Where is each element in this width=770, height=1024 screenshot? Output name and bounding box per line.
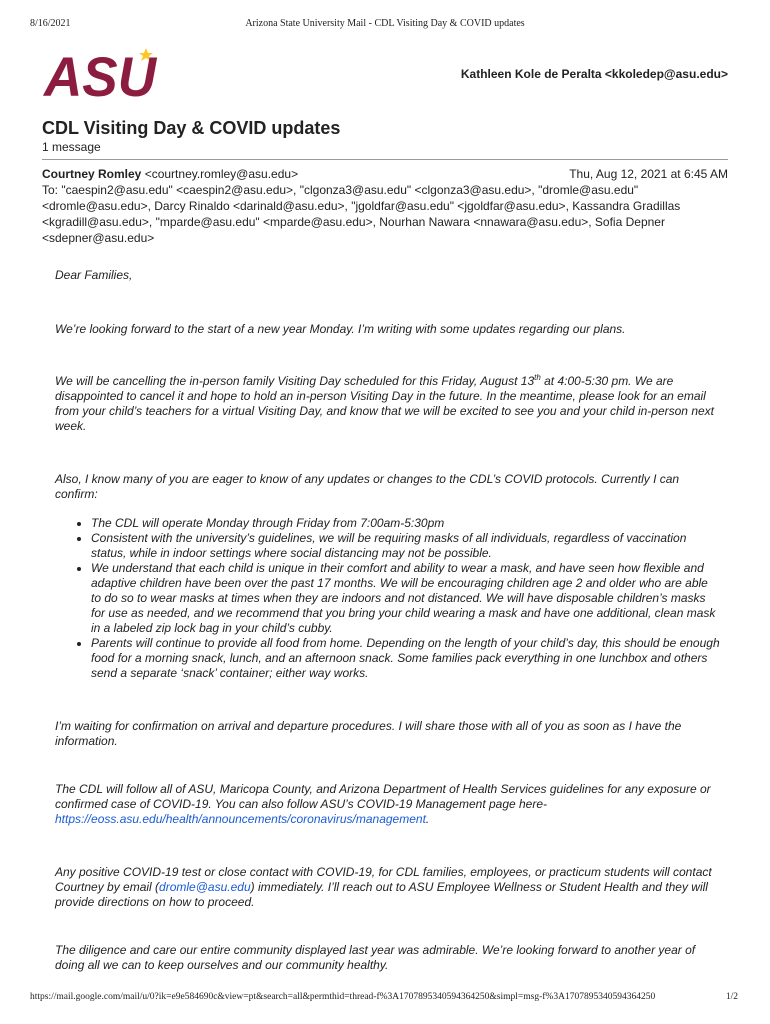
message-header: [42, 166, 728, 246]
page-number: 1/2: [725, 992, 738, 1002]
list-item: • Consistent with the university’s guidelines, we will be requiring masks of all individuals, regardless of vaccination status, while in indoor settings where social distancing may not be possible.: [91, 531, 720, 561]
paragraph-intro: We’re looking forward to the start of a new year Monday. I’m writing with some updates regarding our plans.: [55, 322, 626, 336]
paragraph-closing: The diligence and care our entire community displayed last year was admirable. We’re looking forward to another year of doing all we can to keep ourselves and our community healthy.: [55, 943, 696, 972]
paragraph-positive-test: Any positive COVID-19 test or close contact with COVID-19, for CDL families, employees, or practicum students will contact Courtney by email (dromle@asu.edu) immediately. I’ll reach out to ASU Employee Wellness or Student Health and they will provide directions on how to proceed.: [55, 865, 712, 909]
sent-date: Thu, Aug 12, 2021 at 6:45 AM: [569, 167, 728, 181]
account-email: Kathleen Kole de Peralta <kkoledep@asu.edu>: [460, 67, 728, 81]
paragraph-visiting-day: We will be cancelling the in-person family Visiting Day scheduled for this Friday, August 13th at 4:00-5:30 pm. We are disappointed to cancel it and hope to hold an in-person Visiting Day in the future. In the meantime, please look for an email from your child’s teachers for a virtual Visiting Day, and know that we will be excited to see you and your child in-person next week.: [55, 373, 714, 433]
print-date: 8/16/2021: [30, 18, 71, 29]
protocol-list: [55, 516, 720, 681]
covid-management-link[interactable]: https://eoss.asu.edu/health/announcements/coronavirus/management: [55, 812, 426, 826]
sender-email: <courtney.romley@asu.edu>: [144, 167, 299, 181]
asu-logo: [42, 46, 162, 100]
sender-row: [42, 166, 728, 182]
recipients: To: "caespin2@asu.edu" <caespin2@asu.edu>, "clgonza3@asu.edu" <clgonza3@asu.edu>, "dromle@asu.edu" <dromle@asu.edu>, Darcy Rinaldo <darinald@asu.edu>, "jgoldfar@asu.edu" <jgoldfar@asu.edu>, Kassandra Gradillas <kgradill@asu.edu>, "mparde@asu.edu" <mparde@asu.edu>, Nourhan Nawara <nnawara@asu.edu>, Sofia Depner <sdepner@asu.edu>: [42, 183, 681, 245]
list-item: • Parents will continue to provide all food from home. Depending on the length of your child’s day, this should be enough food for a morning snack, lunch, and an afternoon snack. Some families pack everything in one lunchbox and others send a separate ‘snack’ container; either way works.: [91, 636, 720, 681]
greeting: Dear Families,: [55, 268, 133, 282]
message-body: [55, 268, 720, 973]
list-item: • We understand that each child is unique in their comfort and ability to wear a mask, and have seen how flexible and adaptive children have been over the past 17 months. We will be encouraging children age 2 and older who are able to do so to wear masks at times when they are indoors and not distanced. We will have disposable children’s masks for use as needed, and we recommend that you bring your child wearing a mask and have one additional, clean mask in a labeled zip lock bag in your child’s cubby.: [91, 561, 720, 636]
header-divider: [42, 159, 728, 160]
paragraph-arrival: I’m waiting for confirmation on arrival and departure procedures. I will share those with all of you as soon as I have the information.: [55, 719, 682, 748]
print-url: https://mail.google.com/mail/u/0?ik=e9e584690c&view=pt&search=all&permthid=thread-f%3A1707895340594364250&simpl=msg-f%3A1707895340594364250: [30, 992, 656, 1002]
contact-email-link[interactable]: dromle@asu.edu: [159, 880, 251, 894]
print-title: Arizona State University Mail - CDL Visiting Day & COVID updates: [245, 18, 525, 29]
logo-wordmark: ASU: [42, 46, 158, 100]
paragraph-guidelines: The CDL will follow all of ASU, Maricopa County, and Arizona Department of Health Services guidelines for any exposure or confirmed case of COVID-19. You can also follow ASU’s COVID-19 Management page here- https://eoss.asu.edu/health/announcements/coronavirus/management.: [55, 782, 711, 826]
list-item: • The CDL will operate Monday through Friday from 7:00am-5:30pm: [91, 516, 720, 531]
email-subject: CDL Visiting Day & COVID updates: [42, 118, 341, 138]
message-count: 1 message: [42, 140, 101, 154]
paragraph-covid-protocols: Also, I know many of you are eager to know of any updates or changes to the CDL’s COVID protocols. Currently I can confirm:: [55, 472, 680, 501]
sender-name: Courtney Romley: [42, 167, 142, 181]
